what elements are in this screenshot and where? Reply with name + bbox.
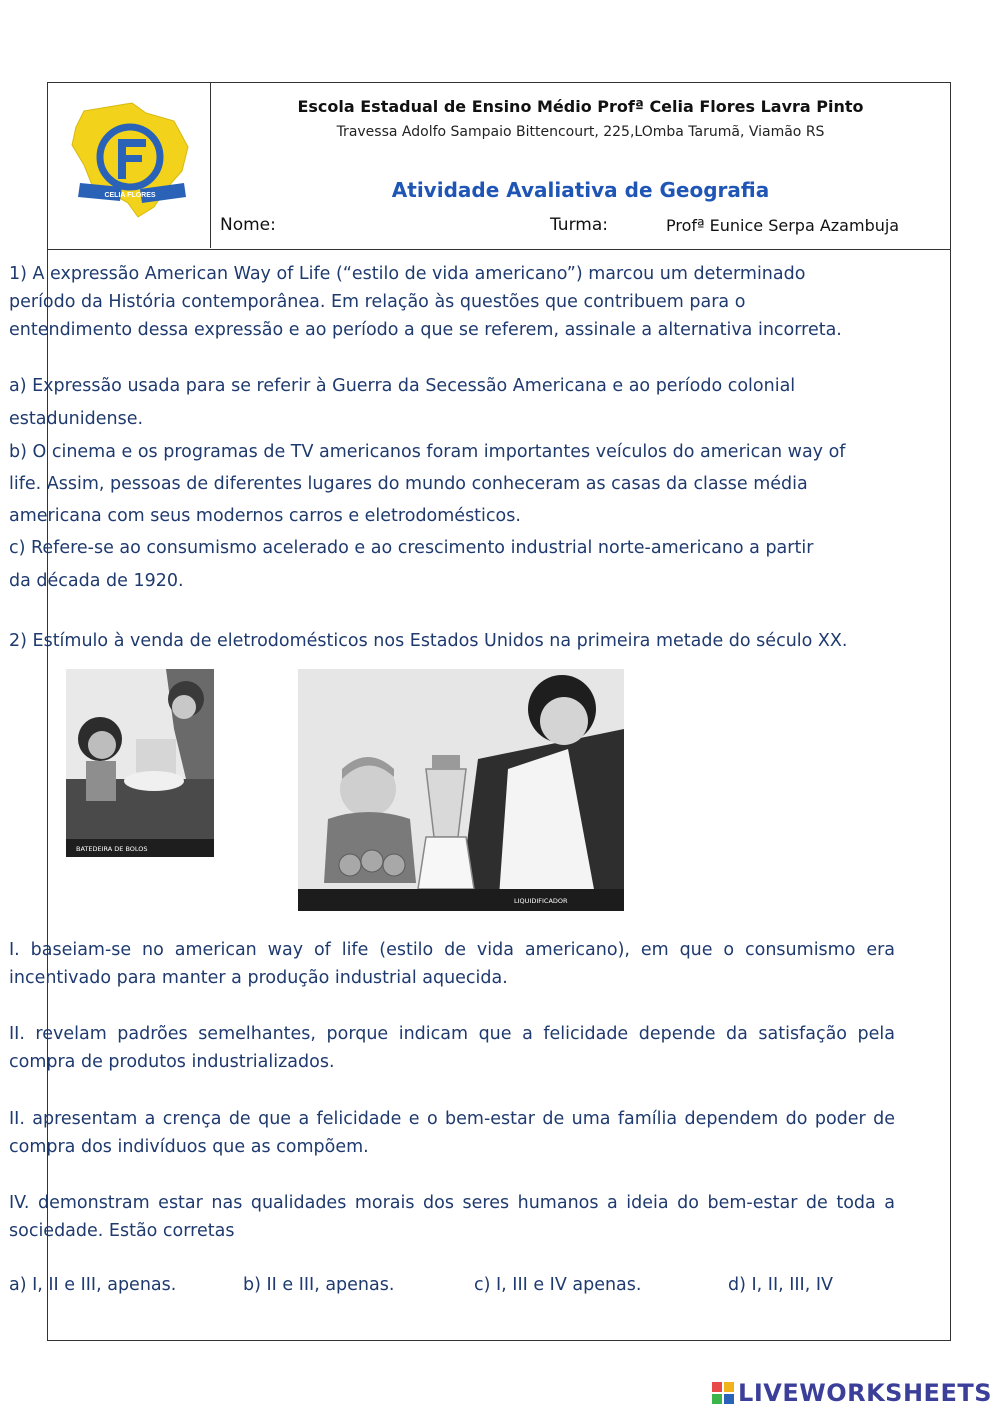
worksheet-header (48, 83, 950, 250)
school-address: Travessa Adolfo Sampaio Bittencourt, 225,LOmba Tarumã, Viamão RS (336, 124, 825, 140)
q1-option-b-line2[interactable]: life. Assim, pessoas de diferentes lugares do mundo conheceram as casas da classe média (9, 474, 808, 494)
q1-stem-line3: entendimento dessa expressão e ao período a que se referem, assinale a alternativa incorreta. (9, 320, 842, 340)
school-name: Escola Estadual de Ensino Médio Profª Celia Flores Lavra Pinto (297, 97, 864, 116)
logo-text: CELIA FLORES (104, 192, 156, 199)
q1-option-b-line1[interactable]: b) O cinema e os programas de TV americanos foram importantes veículos do american way of (9, 442, 846, 462)
q1-option-c-line2[interactable]: da década de 1920. (9, 571, 184, 591)
school-logo-cell (48, 83, 211, 248)
q1-stem-line1: 1) A expressão American Way of Life (“estilo de vida americano”) marcou um determinado (9, 264, 806, 284)
q2-option-c[interactable]: c) I, III e IV apenas. (474, 1275, 642, 1295)
q1-option-a-line2[interactable]: estadunidense. (9, 409, 144, 429)
liveworksheets-badge-icon (712, 1382, 734, 1404)
activity-title: Atividade Avaliativa de Geografia (391, 178, 770, 202)
q2-option-b[interactable]: b) II e III, apenas. (243, 1275, 395, 1295)
q1-option-c-line1[interactable]: c) Refere-se ao consumismo acelerado e ao crescimento industrial norte-americano a partir (9, 538, 814, 558)
q2-option-d[interactable]: d) I, II, III, IV (728, 1275, 833, 1295)
q2-statement-4: IV. demonstram estar nas qualidades morais dos seres humanos a ideia do bem-estar de toda a sociedade. Estão corretas (9, 1193, 895, 1241)
photo-blender-ad (298, 669, 624, 911)
photo-mixer-ad (66, 669, 214, 857)
q2-statement-1: I. baseiam-se no american way of life (estilo de vida americano), em que o consumismo era incentivado para manter a produção industrial aquecida. (9, 940, 895, 988)
q1-option-b-line3[interactable]: americana com seus modernos carros e eletrodomésticos. (9, 506, 521, 526)
q2-statement-2: II. revelam padrões semelhantes, porque indicam que a felicidade depende da satisfação pela compra de produtos industrializados. (9, 1024, 895, 1072)
liveworksheets-logo (712, 1379, 992, 1407)
q2-option-a[interactable]: a) I, II e III, apenas. (9, 1275, 177, 1295)
q1-option-a-line1[interactable]: a) Expressão usada para se referir à Guerra da Secessão Americana e ao período colonial (9, 376, 796, 396)
q2-statement-3: II. apresentam a crença de que a felicidade e o bem-estar de uma família dependem do poder de compra dos indivíduos que as compõem. (9, 1109, 895, 1157)
class-field-label[interactable]: Turma: (550, 215, 608, 235)
q1-stem-line2: período da História contemporânea. Em relação às questões que contribuem para o (9, 292, 746, 312)
school-logo (62, 99, 198, 229)
q2-title: 2) Estímulo à venda de eletrodomésticos nos Estados Unidos na primeira metade do século XX. (9, 631, 848, 651)
liveworksheets-text: LIVEWORKSHEETS (738, 1379, 992, 1407)
teacher-name: Profª Eunice Serpa Azambuja (666, 216, 900, 235)
photo2-caption: LIQUIDIFICADOR (514, 897, 568, 905)
photo1-caption: BATEDEIRA DE BOLOS (76, 845, 148, 853)
name-field-label[interactable]: Nome: (220, 215, 276, 235)
